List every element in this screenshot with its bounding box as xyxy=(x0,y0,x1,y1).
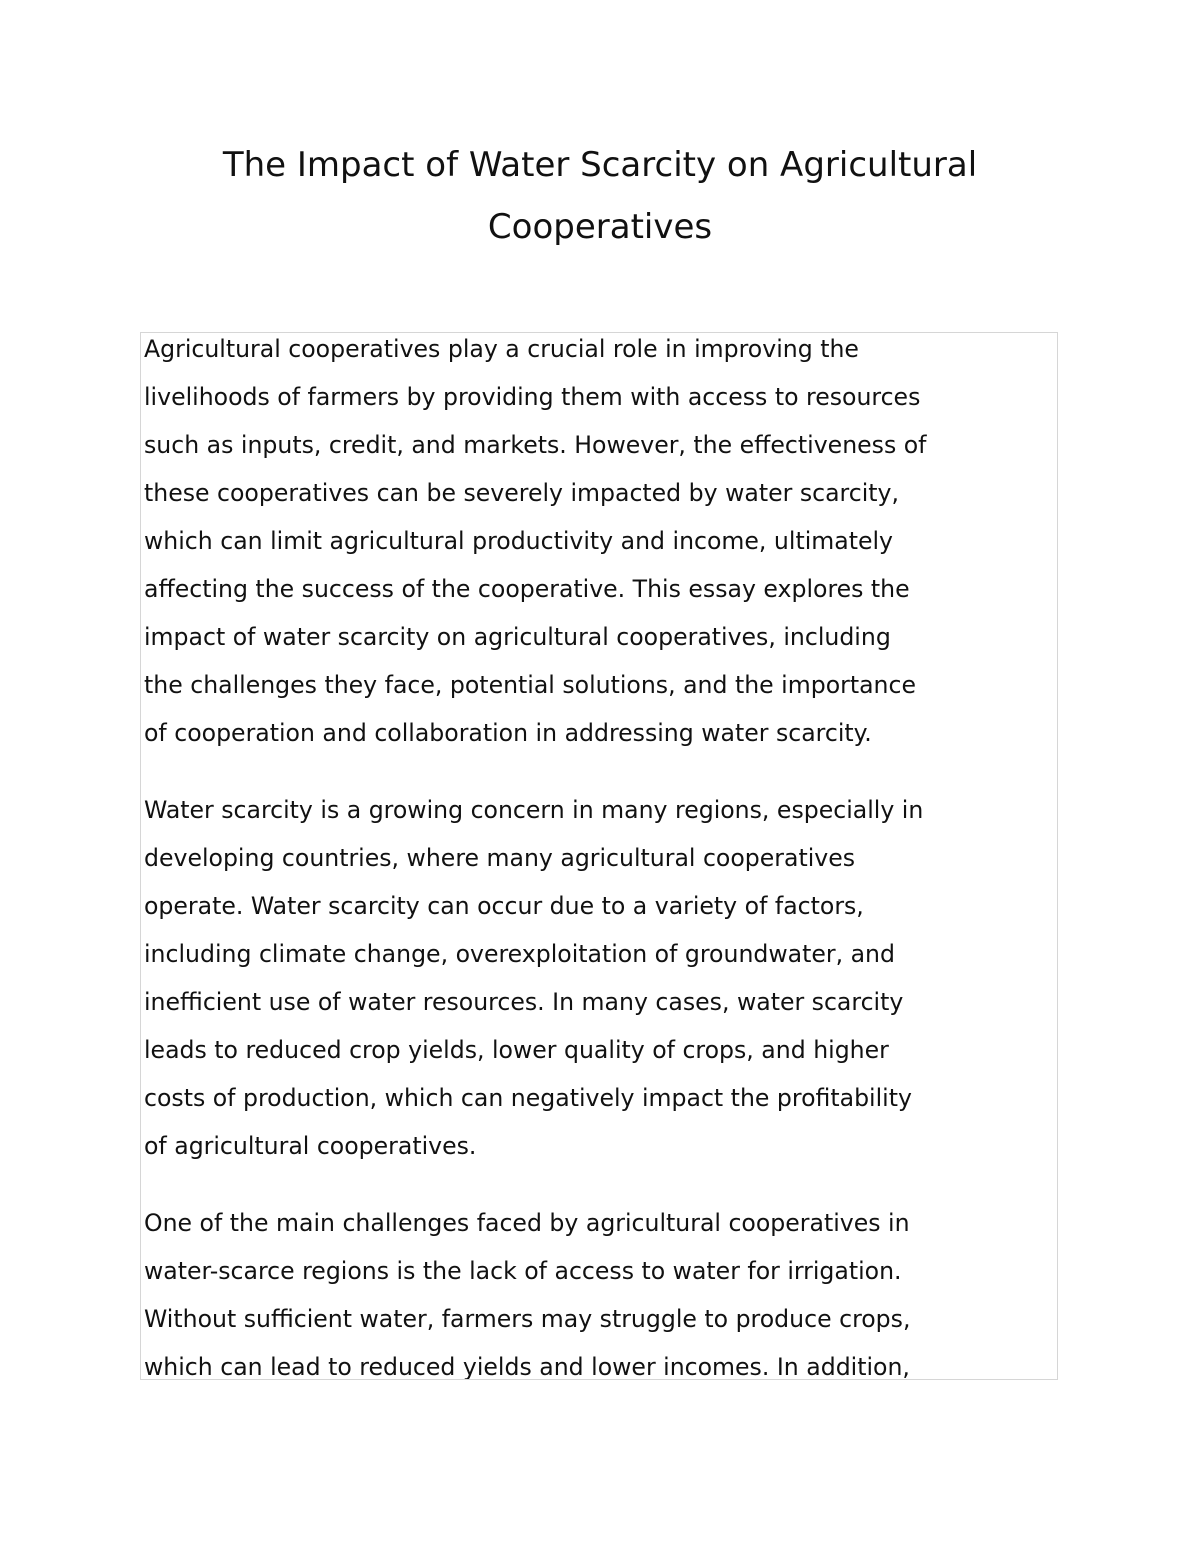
text-line: livelihoods of farmers by providing them with access to resources xyxy=(144,383,921,411)
text-line: including climate change, overexploitation of groundwater, and xyxy=(144,940,895,968)
text-line: which can limit agricultural productivity and income, ultimately xyxy=(144,527,893,555)
text-line: Without sufficient water, farmers may struggle to produce crops, xyxy=(144,1305,911,1333)
paragraph-spacing xyxy=(141,757,1057,786)
text-line: the challenges they face, potential solutions, and the importance xyxy=(144,671,916,699)
text-line: impact of water scarcity on agricultural cooperatives, including xyxy=(144,623,891,651)
paragraph-challenges xyxy=(141,1199,1057,1380)
text-line: these cooperatives can be severely impacted by water scarcity, xyxy=(144,479,899,507)
text-line: water-scarce regions is the lack of access to water for irrigation. xyxy=(144,1257,902,1285)
text-line: One of the main challenges faced by agricultural cooperatives in xyxy=(144,1209,910,1237)
text-line: developing countries, where many agricultural cooperatives xyxy=(144,844,856,872)
text-line: such as inputs, credit, and markets. However, the effectiveness of xyxy=(144,431,927,459)
paragraph-water-scarcity xyxy=(141,786,1057,1170)
title-line: Cooperatives xyxy=(487,207,713,247)
text-line: Water scarcity is a growing concern in many regions, especially in xyxy=(144,796,924,824)
text-line: Agricultural cooperatives play a crucial role in improving the xyxy=(144,335,859,363)
text-line: affecting the success of the cooperative. This essay explores the xyxy=(144,575,910,603)
paragraph-spacing xyxy=(141,1170,1057,1199)
title-line: The Impact of Water Scarcity on Agricultural xyxy=(222,145,978,185)
text-line: inefficient use of water resources. In many cases, water scarcity xyxy=(144,988,904,1016)
text-line: of agricultural cooperatives. xyxy=(144,1132,477,1160)
text-line: costs of production, which can negatively impact the profitability xyxy=(144,1084,912,1112)
text-line: of cooperation and collaboration in addressing water scarcity. xyxy=(144,719,872,747)
text-frame xyxy=(140,332,1058,1380)
document-title xyxy=(150,134,1050,258)
text-line: leads to reduced crop yields, lower quality of crops, and higher xyxy=(144,1036,889,1064)
paragraph-intro xyxy=(141,332,1057,757)
text-line: which can lead to reduced yields and lower incomes. In addition, xyxy=(144,1353,910,1380)
text-line: operate. Water scarcity can occur due to a variety of factors, xyxy=(144,892,864,920)
